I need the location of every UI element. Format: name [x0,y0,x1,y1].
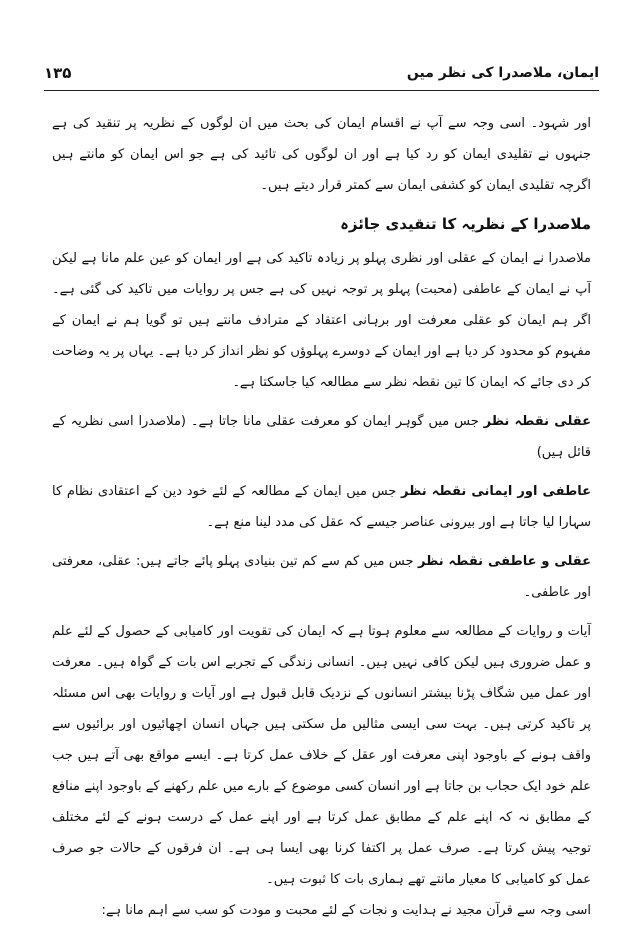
page-body [52,108,591,926]
running-title: ایمان، ملاصدرا کی نظر میں [406,65,599,81]
definition-term: عاطفی اور ایمانی نقطہ نظر [401,484,591,499]
paragraph-2: آیات و روایات کے مطالعہ سے معلوم ہوتا ہے کہ ایمان کی تقویت اور کامیابی کے حصول کے لئے علم و عمل ضروری ہیں لیکن کافی نہیں ہیں۔ انسانی زندگی کے تجربے اس بات کے گواہ ہیں۔ معرفت اور عمل میں شگاف پڑنا بیشتر انسانوں کے نزدیک قابل قبول ہے اور آیات و روایات بھی اس مسئلہ پر تاکید کرتی ہیں۔ بہت سی ایسی مثالیں مل سکتی ہیں جہاں انسان اچھائیوں اور برائیوں سے واقف ہونے کے باوجود اپنی معرفت اور عقل کے خلاف عمل کرتا ہے۔ ایسے مواقع بھی آتے ہیں جب علم خود ایک حجاب بن جاتا ہے اور انسان کسی موضوع کے بارے میں علم رکھنے کے باوجود اپنے منافع کے مطابق نہ کہ اپنے علم کے مطابق عمل کرتا ہے اور اپنے عمل کے درست ہونے کے لئے مختلف توجیہ پیش کرتا ہے۔ صرف عمل پر اکتفا کرنا بھی ایسا ہی ہے۔ ان فرقوں کے حالات جو صرف عمل کو کامیابی کا معیار مانتے تھے ہماری بات کا ثبوت ہیں۔ [52,624,591,887]
section-heading: ملاصدرا کے نظریہ کا تنقیدی جائزہ [340,215,591,233]
page-header [44,58,599,88]
definition-term: عقلی و عاطفی نقطہ نظر [418,554,592,569]
definition-combined [52,546,591,608]
definition-text: جس میں ایمان کے مطالعہ کے لئے خود دین کے اعتقادی نظام کا سہارا لیا جاتا ہے اور بیرونی عناصر جیسے کہ عقل کی مدد لینا منع ہے۔ [52,484,591,530]
definition-text: جس میں کم سے کم تین بنیادی پہلو پائے جاتے ہیں: عقلی، معرفتی اور عاطفی۔ [52,554,591,600]
definition-rational [52,406,591,468]
header-rule [44,90,599,91]
paragraph-3: اسی وجہ سے قرآن مجید نے ہدایت و نجات کے لئے محبت و مودت کو سب سے اہم مانا ہے: [101,903,591,918]
paragraph-1: ملاصدرا نے ایمان کے عقلی اور نظری پہلو پر زیادہ تاکید کی ہے اور ایمان کو عین علم مانا ہے لیکن آپ نے ایمان کے عاطفی (محبت) پہلو پر توجہ نہیں کی ہے جس پر روایات میں تاکید کی گئی ہے۔ اگر ہم ایمان کو عقلی معرفت اور برہانی اعتقاد کے مترادف مانتے ہیں تو گویا ہم نے ایمان کے مفہوم کو محدود کر دیا ہے اور ایمان کے دوسرے پہلوؤں کو نظر انداز کر دیا ہے۔ یہاں پر یہ وضاحت کر دی جائے کہ ایمان کا تین نقطہ نظر سے مطالعہ کیا جاسکتا ہے۔ [52,251,591,390]
definition-term: عقلی نقطہ نظر [483,414,591,429]
definition-emotional [52,476,591,538]
page-number: ۱۳۵ [44,64,72,82]
intro-paragraph: اور شہود۔ اسی وجہ سے آپ نے اقسام ایمان کی بحث میں ان لوگوں کے نظریہ پر تنقید کی ہے جنہوں نے تقلیدی ایمان کو رد کیا ہے اور ان لوگوں کی تائید کی ہے جو اس ایمان کو مانتے ہیں اگرچہ تقلیدی ایمان کو کشفی ایمان سے کمتر قرار دیتے ہیں۔ [52,116,591,193]
definition-text: جس میں گوہر ایمان کو معرفت عقلی مانا جاتا ہے۔ (ملاصدرا اسی نظریہ کے قائل ہیں) [52,414,591,460]
